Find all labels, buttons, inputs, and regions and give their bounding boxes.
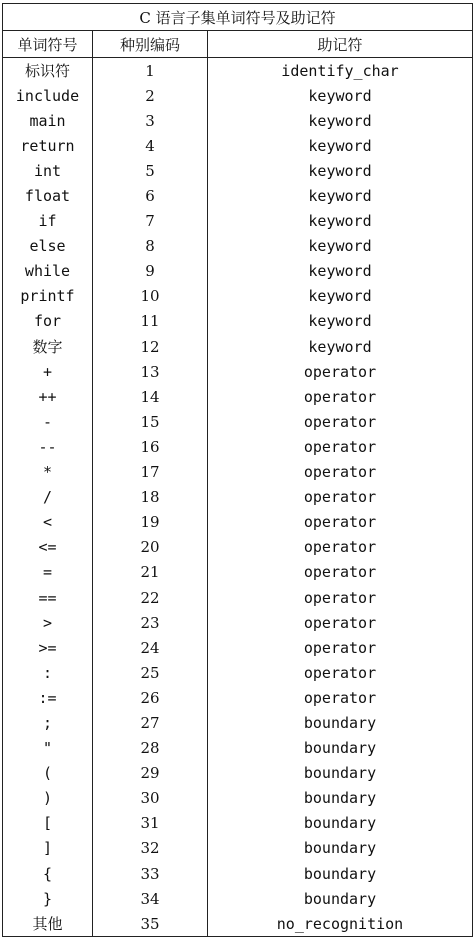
cell-code: 28 <box>93 736 208 761</box>
cell-symbol: + <box>3 359 93 384</box>
cell-symbol: ) <box>3 786 93 811</box>
table-row <box>3 485 473 510</box>
cell-code: 8 <box>93 234 208 259</box>
table-row <box>3 761 473 786</box>
cell-mnemonic: keyword <box>208 83 473 108</box>
table-row <box>3 911 473 937</box>
cell-mnemonic: operator <box>208 510 473 535</box>
cell-symbol: / <box>3 485 93 510</box>
table-row <box>3 560 473 585</box>
cell-code: 14 <box>93 384 208 409</box>
cell-code: 31 <box>93 811 208 836</box>
token-table <box>2 3 473 937</box>
cell-symbol: if <box>3 209 93 234</box>
cell-mnemonic: boundary <box>208 761 473 786</box>
cell-mnemonic: keyword <box>208 133 473 158</box>
cell-mnemonic: operator <box>208 460 473 485</box>
cell-symbol: for <box>3 309 93 334</box>
cell-symbol: include <box>3 83 93 108</box>
table-row <box>3 434 473 459</box>
cell-symbol: " <box>3 736 93 761</box>
table-row <box>3 510 473 535</box>
table-row <box>3 183 473 208</box>
cell-symbol: while <box>3 259 93 284</box>
cell-code: 23 <box>93 610 208 635</box>
cell-symbol: ++ <box>3 384 93 409</box>
cell-code: 16 <box>93 434 208 459</box>
cell-symbol: >= <box>3 635 93 660</box>
table-row <box>3 133 473 158</box>
cell-mnemonic: boundary <box>208 861 473 886</box>
cell-mnemonic: no_recognition <box>208 911 473 937</box>
cell-mnemonic: keyword <box>208 284 473 309</box>
table-row <box>3 660 473 685</box>
table-row <box>3 158 473 183</box>
cell-mnemonic: keyword <box>208 108 473 133</box>
cell-symbol: - <box>3 409 93 434</box>
cell-symbol: { <box>3 861 93 886</box>
cell-code: 24 <box>93 635 208 660</box>
cell-code: 9 <box>93 259 208 284</box>
cell-mnemonic: boundary <box>208 736 473 761</box>
table-row <box>3 786 473 811</box>
cell-symbol: := <box>3 685 93 710</box>
cell-symbol: main <box>3 108 93 133</box>
cell-mnemonic: identify_char <box>208 58 473 84</box>
table-row <box>3 359 473 384</box>
table-row <box>3 535 473 560</box>
table-row <box>3 234 473 259</box>
cell-symbol: } <box>3 886 93 911</box>
cell-code: 11 <box>93 309 208 334</box>
cell-code: 17 <box>93 460 208 485</box>
cell-code: 6 <box>93 183 208 208</box>
cell-code: 7 <box>93 209 208 234</box>
cell-code: 2 <box>93 83 208 108</box>
table-row <box>3 635 473 660</box>
cell-code: 21 <box>93 560 208 585</box>
cell-code: 1 <box>93 58 208 84</box>
cell-code: 25 <box>93 660 208 685</box>
table-body <box>3 58 473 937</box>
table-row <box>3 811 473 836</box>
cell-mnemonic: operator <box>208 660 473 685</box>
cell-code: 4 <box>93 133 208 158</box>
table-row <box>3 259 473 284</box>
table-row <box>3 886 473 911</box>
cell-mnemonic: operator <box>208 685 473 710</box>
cell-symbol: <= <box>3 535 93 560</box>
column-header-code: 种别编码 <box>93 31 208 58</box>
table-row <box>3 836 473 861</box>
cell-mnemonic: operator <box>208 635 473 660</box>
cell-mnemonic: keyword <box>208 234 473 259</box>
cell-mnemonic: boundary <box>208 836 473 861</box>
cell-mnemonic: operator <box>208 359 473 384</box>
cell-code: 33 <box>93 861 208 886</box>
cell-mnemonic: boundary <box>208 811 473 836</box>
table-row <box>3 610 473 635</box>
cell-symbol: int <box>3 158 93 183</box>
cell-mnemonic: keyword <box>208 309 473 334</box>
cell-code: 15 <box>93 409 208 434</box>
cell-mnemonic: keyword <box>208 259 473 284</box>
cell-mnemonic: boundary <box>208 886 473 911</box>
cell-symbol: < <box>3 510 93 535</box>
cell-symbol: ] <box>3 836 93 861</box>
cell-symbol: return <box>3 133 93 158</box>
cell-symbol: 数字 <box>3 334 93 359</box>
cell-symbol: ( <box>3 761 93 786</box>
table-row <box>3 83 473 108</box>
cell-mnemonic: boundary <box>208 710 473 735</box>
cell-symbol: 其他 <box>3 911 93 937</box>
cell-mnemonic: keyword <box>208 334 473 359</box>
cell-code: 20 <box>93 535 208 560</box>
cell-code: 5 <box>93 158 208 183</box>
cell-mnemonic: operator <box>208 610 473 635</box>
column-header-symbol: 单词符号 <box>3 31 93 58</box>
cell-symbol: [ <box>3 811 93 836</box>
cell-symbol: = <box>3 560 93 585</box>
table-row <box>3 409 473 434</box>
cell-symbol: * <box>3 460 93 485</box>
cell-symbol: == <box>3 585 93 610</box>
cell-code: 19 <box>93 510 208 535</box>
table-row <box>3 284 473 309</box>
table-row <box>3 685 473 710</box>
cell-mnemonic: operator <box>208 585 473 610</box>
cell-code: 12 <box>93 334 208 359</box>
cell-code: 34 <box>93 886 208 911</box>
cell-code: 26 <box>93 685 208 710</box>
table-caption-row <box>3 4 473 31</box>
cell-symbol: ; <box>3 710 93 735</box>
table-row <box>3 334 473 359</box>
cell-code: 35 <box>93 911 208 937</box>
table-caption: C 语言子集单词符号及助记符 <box>3 4 473 31</box>
table-row <box>3 460 473 485</box>
table-row <box>3 585 473 610</box>
cell-code: 3 <box>93 108 208 133</box>
cell-symbol: 标识符 <box>3 58 93 84</box>
cell-code: 27 <box>93 710 208 735</box>
table-row <box>3 861 473 886</box>
cell-symbol: > <box>3 610 93 635</box>
table-header-row <box>3 31 473 58</box>
table-row <box>3 384 473 409</box>
cell-code: 30 <box>93 786 208 811</box>
cell-mnemonic: keyword <box>208 183 473 208</box>
table-row <box>3 58 473 84</box>
cell-symbol: printf <box>3 284 93 309</box>
cell-mnemonic: operator <box>208 560 473 585</box>
cell-code: 10 <box>93 284 208 309</box>
cell-mnemonic: keyword <box>208 158 473 183</box>
table-row <box>3 309 473 334</box>
table-row <box>3 710 473 735</box>
cell-code: 18 <box>93 485 208 510</box>
cell-symbol: : <box>3 660 93 685</box>
cell-symbol: -- <box>3 434 93 459</box>
cell-mnemonic: operator <box>208 485 473 510</box>
cell-mnemonic: boundary <box>208 786 473 811</box>
cell-mnemonic: operator <box>208 434 473 459</box>
table-row <box>3 108 473 133</box>
cell-code: 32 <box>93 836 208 861</box>
column-header-mnemonic: 助记符 <box>208 31 473 58</box>
cell-symbol: float <box>3 183 93 208</box>
cell-mnemonic: operator <box>208 409 473 434</box>
cell-mnemonic: operator <box>208 535 473 560</box>
table-row <box>3 736 473 761</box>
cell-code: 22 <box>93 585 208 610</box>
cell-code: 29 <box>93 761 208 786</box>
cell-symbol: else <box>3 234 93 259</box>
cell-mnemonic: keyword <box>208 209 473 234</box>
table-row <box>3 209 473 234</box>
cell-mnemonic: operator <box>208 384 473 409</box>
cell-code: 13 <box>93 359 208 384</box>
